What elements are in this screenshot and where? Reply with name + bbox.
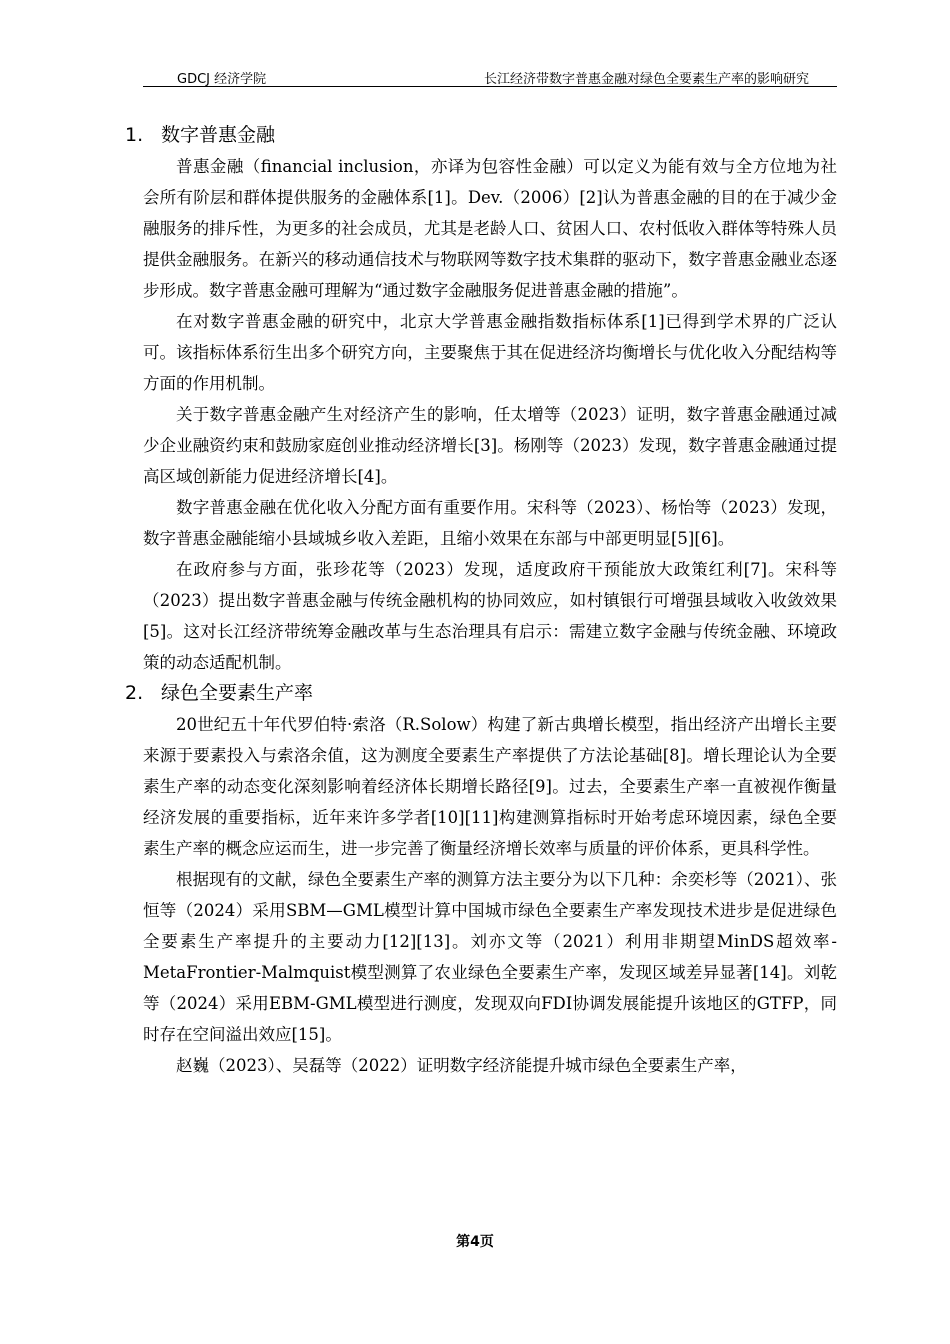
paragraph: 根据现有的文献，绿色全要素生产率的测算方法主要分为以下几种：余奕杉等（2021）、张恒等（2024）采用SBM—GML模型计算中国城市绿色全要素生产率发现技术进步是促进绿色全要素生产率提升的主要动力[12][13]。刘亦文等（2021）利用非期望MinDS超效率-MetaFrontier-Malmquist模型测算了农业绿色全要素生产率，发现区域差异显著[14]。刘乾等（2024）采用EBM-GML模型进行测度，发现双向FDI协调发展能提升该地区的GTFP，同时存在空间溢出效应[15]。 [143,870,837,1044]
section-number: 1. [125,124,144,146]
section-heading-1 [125,120,819,151]
body-content [125,120,837,1081]
paragraph: 20世纪五十年代罗伯特·索洛（R.Solow）构建了新古典增长模型，指出经济产出增长主要来源于要素投入与索洛余值，这为测度全要素生产率提供了方法论基础[8]。增长理论认为全要素生产率的动态变化深刻影响着经济体长期增长路径[9]。过去，全要素生产率一直被视作衡量经济发展的重要指标，近年来许多学者[10][11]构建测算指标时开始考虑环境因素，绿色全要素生产率的概念应运而生，进一步完善了衡量经济增长效率与质量的评价体系，更具科学性。 [143,715,837,858]
paragraph: 赵巍（2023）、吴磊等（2022）证明数字经济能提升城市绿色全要素生产率， [176,1056,747,1075]
paragraph: 普惠金融（financial inclusion，亦译为包容性金融）可以定义为能有效与全方位地为社会所有阶层和群体提供服务的金融体系[1]。Dev.（2006）[2]认为普惠金融的目的在于减少金融服务的排斥性，为更多的社会成员，尤其是老龄人口、贫困人口、农村低收入群体等特殊人员提供金融服务。在新兴的移动通信技术与物联网等数字技术集群的驱动下，数字普惠金融业态逐步形成。数字普惠金融可理解为“通过数字金融服务促进普惠金融的措施”。 [143,157,837,300]
section-title: 数字普惠金融 [161,124,276,146]
header-title: 长江经济带数字普惠金融对绿色全要素生产率的影响研究 [483,72,809,87]
header-institution: GDCJ 经济学院 [177,72,267,87]
section-heading-2 [125,678,819,709]
running-header [143,66,837,87]
page-number: 第4页 [456,1234,494,1250]
paragraph: 在对数字普惠金融的研究中，北京大学普惠金融指数指标体系[1]已得到学术界的广泛认可。该指标体系衍生出多个研究方向，主要聚焦于其在促进经济均衡增长与优化收入分配结构等方面的作用机制。 [143,312,837,393]
paragraph: 在政府参与方面，张珍花等（2023）发现，适度政府干预能放大政策红利[7]。宋科等（2023）提出数字普惠金融与传统金融机构的协同效应，如村镇银行可增强县域收入收敛效果[5]。这对长江经济带统筹金融改革与生态治理具有启示：需建立数字金融与传统金融、环境政策的动态适配机制。 [143,560,837,672]
paragraph: 数字普惠金融在优化收入分配方面有重要作用。宋科等（2023）、杨怡等（2023）发现，数字普惠金融能缩小县域城乡收入差距，且缩小效果在东部与中部更明显[5][6]。 [143,498,837,548]
section-title: 绿色全要素生产率 [161,682,314,704]
paragraph: 关于数字普惠金融产生对经济产生的影响，任太增等（2023）证明，数字普惠金融通过减少企业融资约束和鼓励家庭创业推动经济增长[3]。杨刚等（2023）发现，数字普惠金融通过提高区域创新能力促进经济增长[4]。 [143,405,837,486]
section-number: 2. [125,682,144,704]
